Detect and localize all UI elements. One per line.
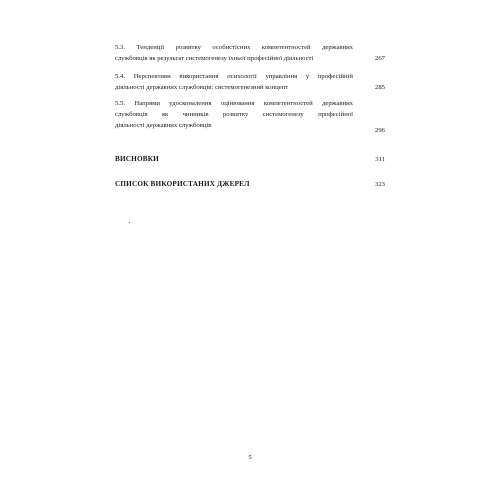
toc-entry-line: діяльності державних службовців <box>115 122 212 129</box>
toc-page-number: 296 <box>374 127 385 134</box>
toc-page-number: 285 <box>374 84 385 91</box>
toc-entry-line: службовців як чинників розвитку системогенезу професійної <box>115 111 353 118</box>
toc-entry-5-5[interactable] <box>115 98 385 142</box>
toc-page-number: 267 <box>374 55 385 62</box>
toc-entry-line: 5.4. Перспективи використання психології управління у професійній <box>115 73 353 80</box>
toc-entry-line: 5.5. Напрями удосконалення оцінювання компетентностей державних <box>115 100 353 107</box>
page-number: 5 <box>248 454 252 461</box>
toc-entry-conclusions[interactable] <box>115 154 385 166</box>
toc-entry-line: діяльності державних службовців: системогенезний концепт <box>115 84 289 91</box>
toc-entry-line: 5.3. Тенденції розвитку особистісних компетентностей державних <box>115 44 353 51</box>
toc-entry-5-4[interactable] <box>115 71 385 93</box>
stray-dot <box>129 222 130 223</box>
toc-entry-line: службовців як результат системогенезу їхньої професійної діяльності <box>115 55 314 62</box>
toc-entry-5-3[interactable] <box>115 42 385 64</box>
toc-page-number: 311 <box>375 156 385 163</box>
toc-section-title: ВИСНОВКИ <box>115 155 159 163</box>
toc-section-title: СПИСОК ВИКОРИСТАНИХ ДЖЕРЕЛ <box>115 180 250 188</box>
toc-entry-references[interactable] <box>115 179 385 191</box>
toc-page-number: 323 <box>374 181 385 188</box>
